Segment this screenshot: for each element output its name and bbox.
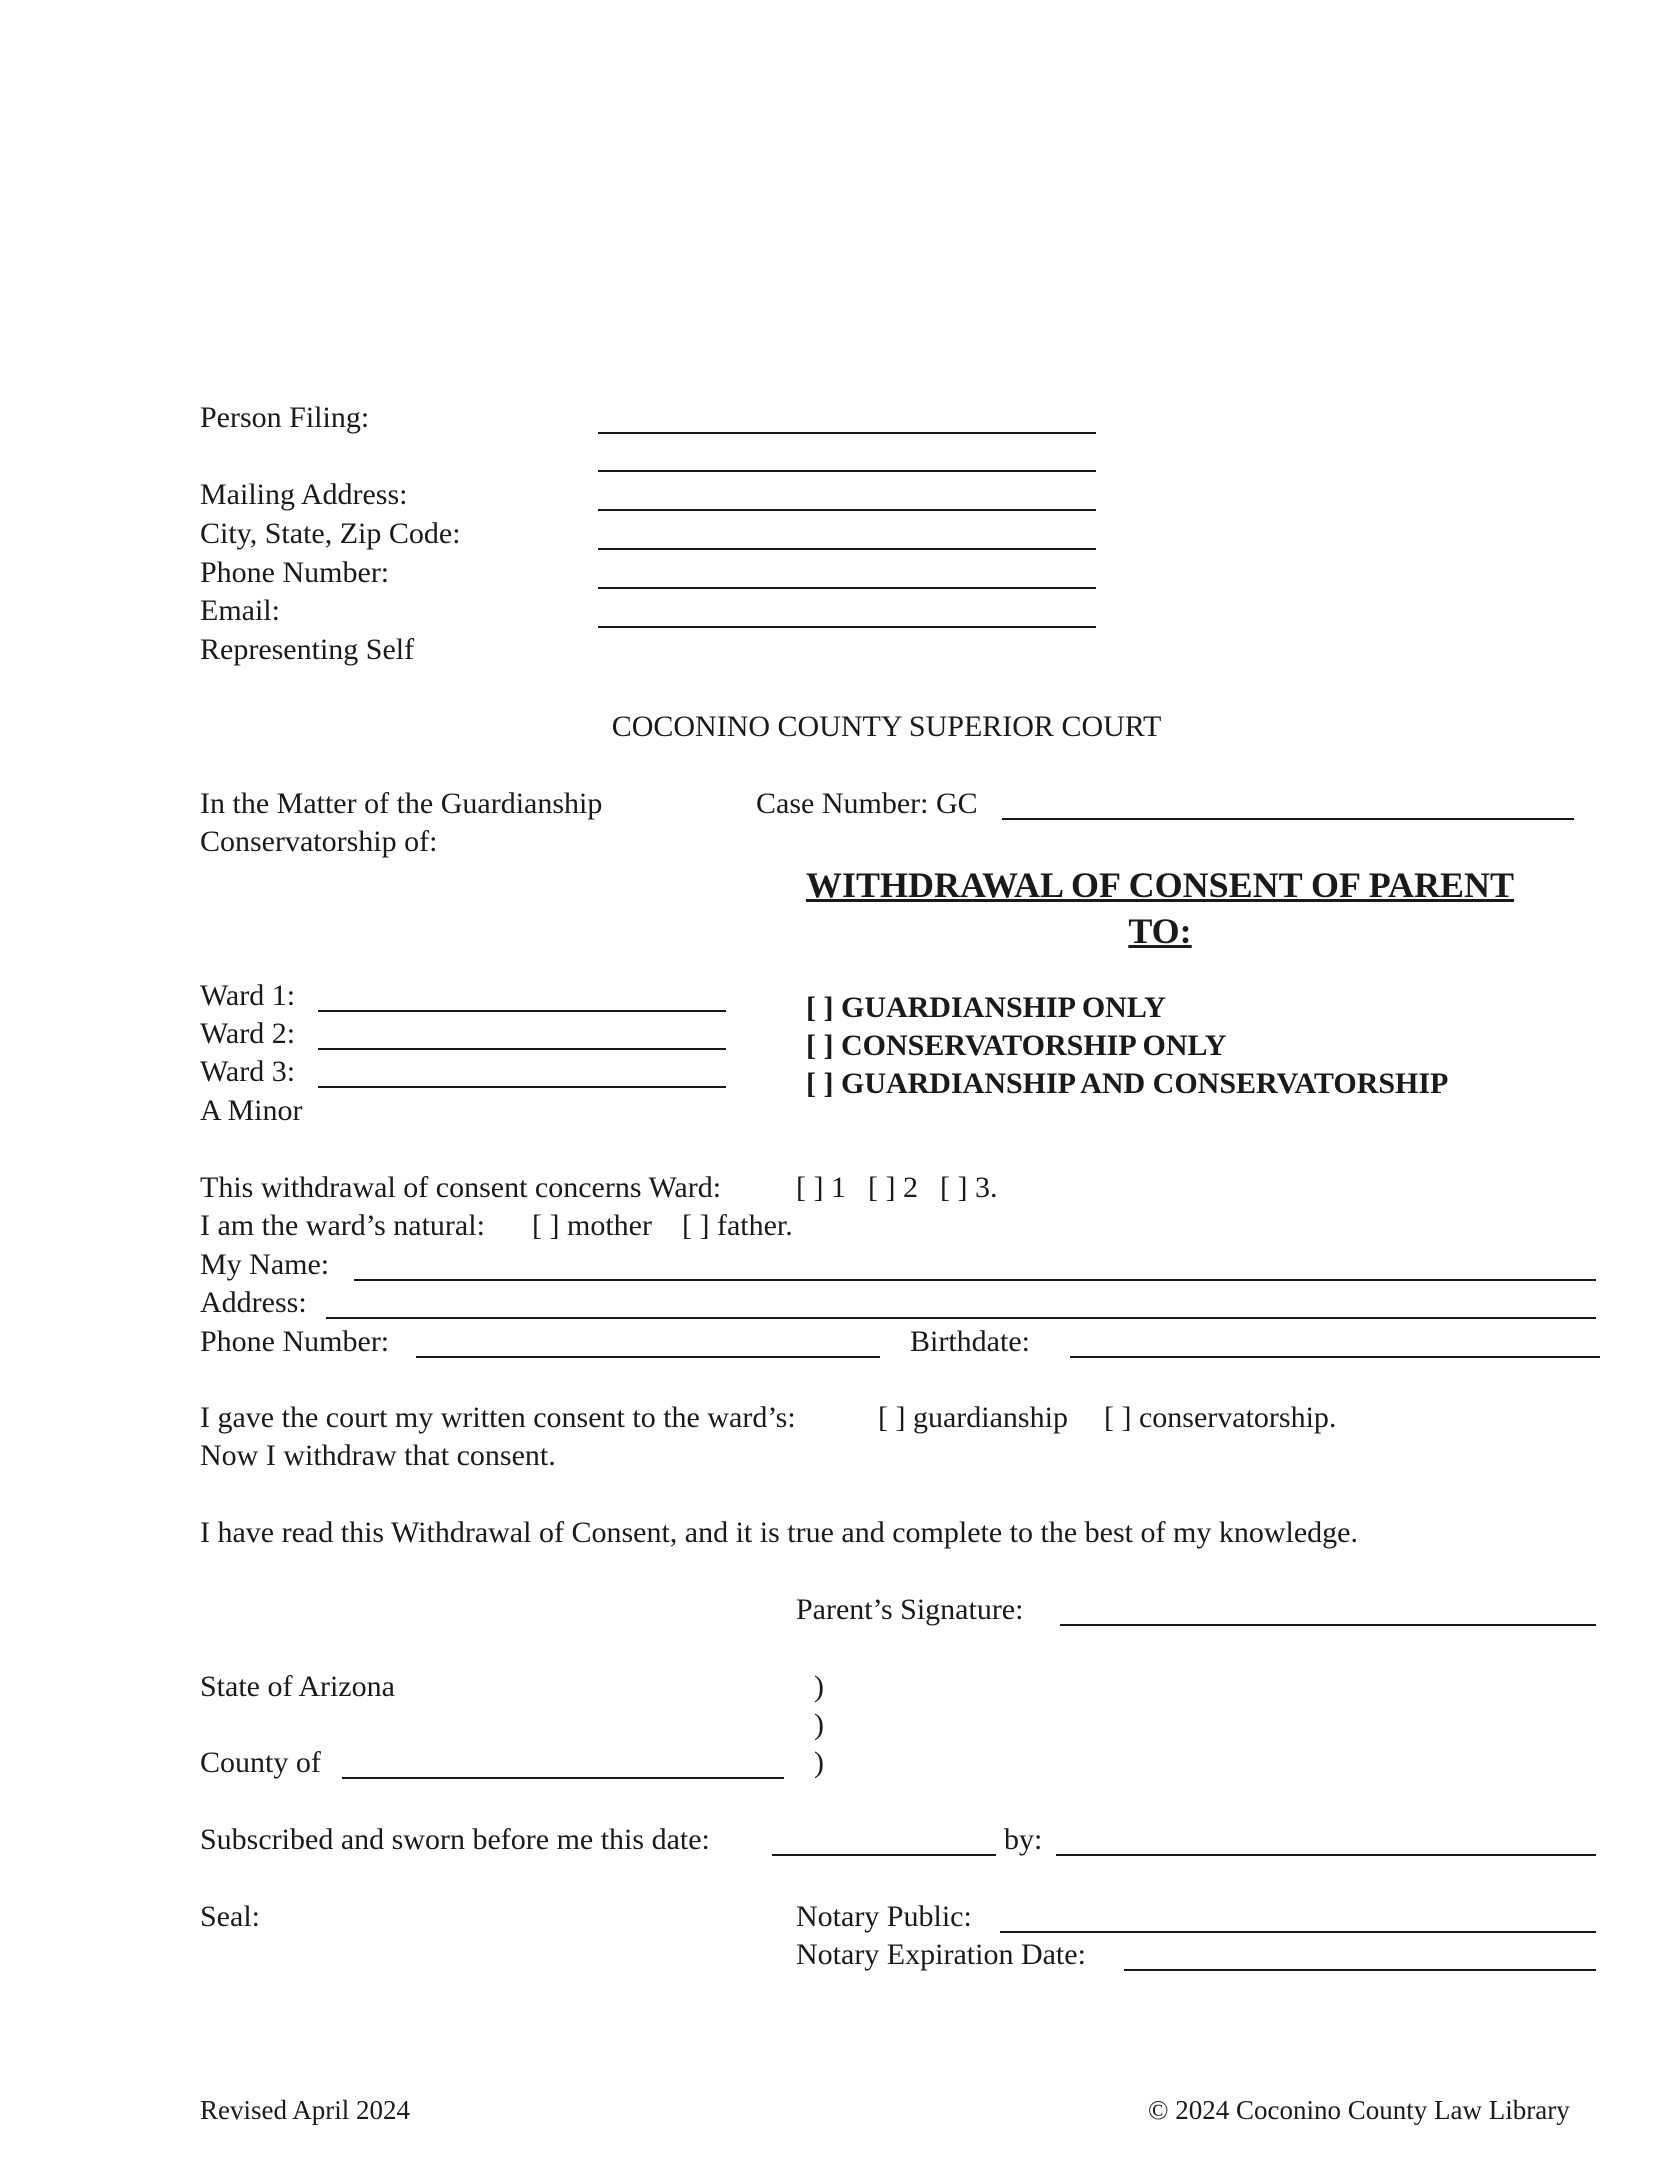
notary-public-field[interactable] <box>1000 1931 1596 1933</box>
email-field[interactable] <box>598 626 1096 628</box>
gave-consent-label: I gave the court my written consent to the ward’s: <box>200 1401 796 1434</box>
my-name-field[interactable] <box>354 1279 1596 1281</box>
city-state-zip-label: City, State, Zip Code: <box>200 517 461 550</box>
court-name: COCONINO COUNTY SUPERIOR COURT <box>611 710 1162 743</box>
person-filing-field[interactable] <box>598 432 1096 434</box>
option-guardianship-and-conservatorship[interactable]: [ ] GUARDIANSHIP AND CONSERVATORSHIP <box>806 1067 1449 1100</box>
phone-number-label-2: Phone Number: <box>200 1325 390 1358</box>
parent-signature-field[interactable] <box>1060 1624 1596 1626</box>
withdraw-statement: Now I withdraw that consent. <box>200 1439 556 1472</box>
copyright-notice: © 2024 Coconino County Law Library <box>1148 2095 1570 2125</box>
city-state-zip-field[interactable] <box>598 548 1096 550</box>
birthdate-label: Birthdate: <box>910 1325 1030 1358</box>
matter-line-1: In the Matter of the Guardianship <box>200 787 603 820</box>
phone-number-label: Phone Number: <box>200 556 390 589</box>
concerns-ward-label: This withdrawal of consent concerns Ward: <box>200 1171 722 1204</box>
venue-paren-1: ) <box>814 1670 824 1703</box>
consent-conservatorship-checkbox[interactable]: [ ] conservatorship. <box>1104 1401 1337 1434</box>
ward-1-field[interactable] <box>318 1010 726 1012</box>
read-statement: I have read this Withdrawal of Consent, and it is true and complete to the best of my knowledge. <box>200 1516 1358 1549</box>
mailing-address-field[interactable] <box>598 509 1096 511</box>
sworn-by-field[interactable] <box>1056 1854 1596 1856</box>
by-label: by: <box>1004 1823 1043 1856</box>
phone-number-field[interactable] <box>598 587 1096 589</box>
sworn-date-field[interactable] <box>772 1854 996 1856</box>
option-guardianship-only[interactable]: [ ] GUARDIANSHIP ONLY <box>806 991 1166 1024</box>
address-label: Address: <box>200 1286 307 1319</box>
natural-mother-checkbox[interactable]: [ ] mother <box>532 1209 652 1242</box>
ward-choice-2[interactable]: [ ] 2 <box>868 1171 918 1204</box>
ward-choice-3[interactable]: [ ] 3. <box>940 1171 998 1204</box>
consent-guardianship-checkbox[interactable]: [ ] guardianship <box>878 1401 1068 1434</box>
phone-number-field-2[interactable] <box>416 1356 880 1358</box>
notary-public-label: Notary Public: <box>796 1900 972 1933</box>
ward-choice-1[interactable]: [ ] 1 <box>796 1171 846 1204</box>
county-field[interactable] <box>342 1777 784 1779</box>
case-number-label: Case Number: GC <box>756 787 978 820</box>
state-of-arizona: State of Arizona <box>200 1670 395 1703</box>
natural-parent-label: I am the ward’s natural: <box>200 1209 485 1242</box>
mailing-address-label: Mailing Address: <box>200 478 408 511</box>
form-title-line-1: WITHDRAWAL OF CONSENT OF PARENT <box>805 865 1515 905</box>
venue-paren-3: ) <box>814 1746 824 1779</box>
ward-2-field[interactable] <box>318 1048 726 1050</box>
notary-expiration-label: Notary Expiration Date: <box>796 1938 1086 1971</box>
ward-3-label: Ward 3: <box>200 1055 296 1088</box>
ward-1-label: Ward 1: <box>200 979 296 1012</box>
county-of-label: County of <box>200 1746 321 1779</box>
natural-father-checkbox[interactable]: [ ] father. <box>682 1209 793 1242</box>
a-minor-label: A Minor <box>200 1094 303 1127</box>
form-title-line-2: TO: <box>1128 911 1192 951</box>
person-filing-label: Person Filing: <box>200 401 370 434</box>
representing-self-label: Representing Self <box>200 633 415 666</box>
notary-expiration-field[interactable] <box>1124 1969 1596 1971</box>
option-conservatorship-only[interactable]: [ ] CONSERVATORSHIP ONLY <box>806 1029 1227 1062</box>
address-field[interactable] <box>326 1317 1596 1319</box>
email-label: Email: <box>200 594 280 627</box>
seal-label: Seal: <box>200 1900 260 1933</box>
ward-3-field[interactable] <box>318 1086 726 1088</box>
venue-paren-2: ) <box>814 1708 824 1741</box>
birthdate-field[interactable] <box>1070 1356 1600 1358</box>
subscribed-sworn-label: Subscribed and sworn before me this date: <box>200 1823 710 1856</box>
my-name-label: My Name: <box>200 1248 330 1281</box>
parent-signature-label: Parent’s Signature: <box>796 1593 1024 1626</box>
case-number-field[interactable] <box>1002 818 1574 820</box>
matter-line-2: Conservatorship of: <box>200 825 438 858</box>
revised-date: Revised April 2024 <box>200 2095 410 2125</box>
ward-2-label: Ward 2: <box>200 1017 296 1050</box>
person-filing-field-2[interactable] <box>598 470 1096 472</box>
